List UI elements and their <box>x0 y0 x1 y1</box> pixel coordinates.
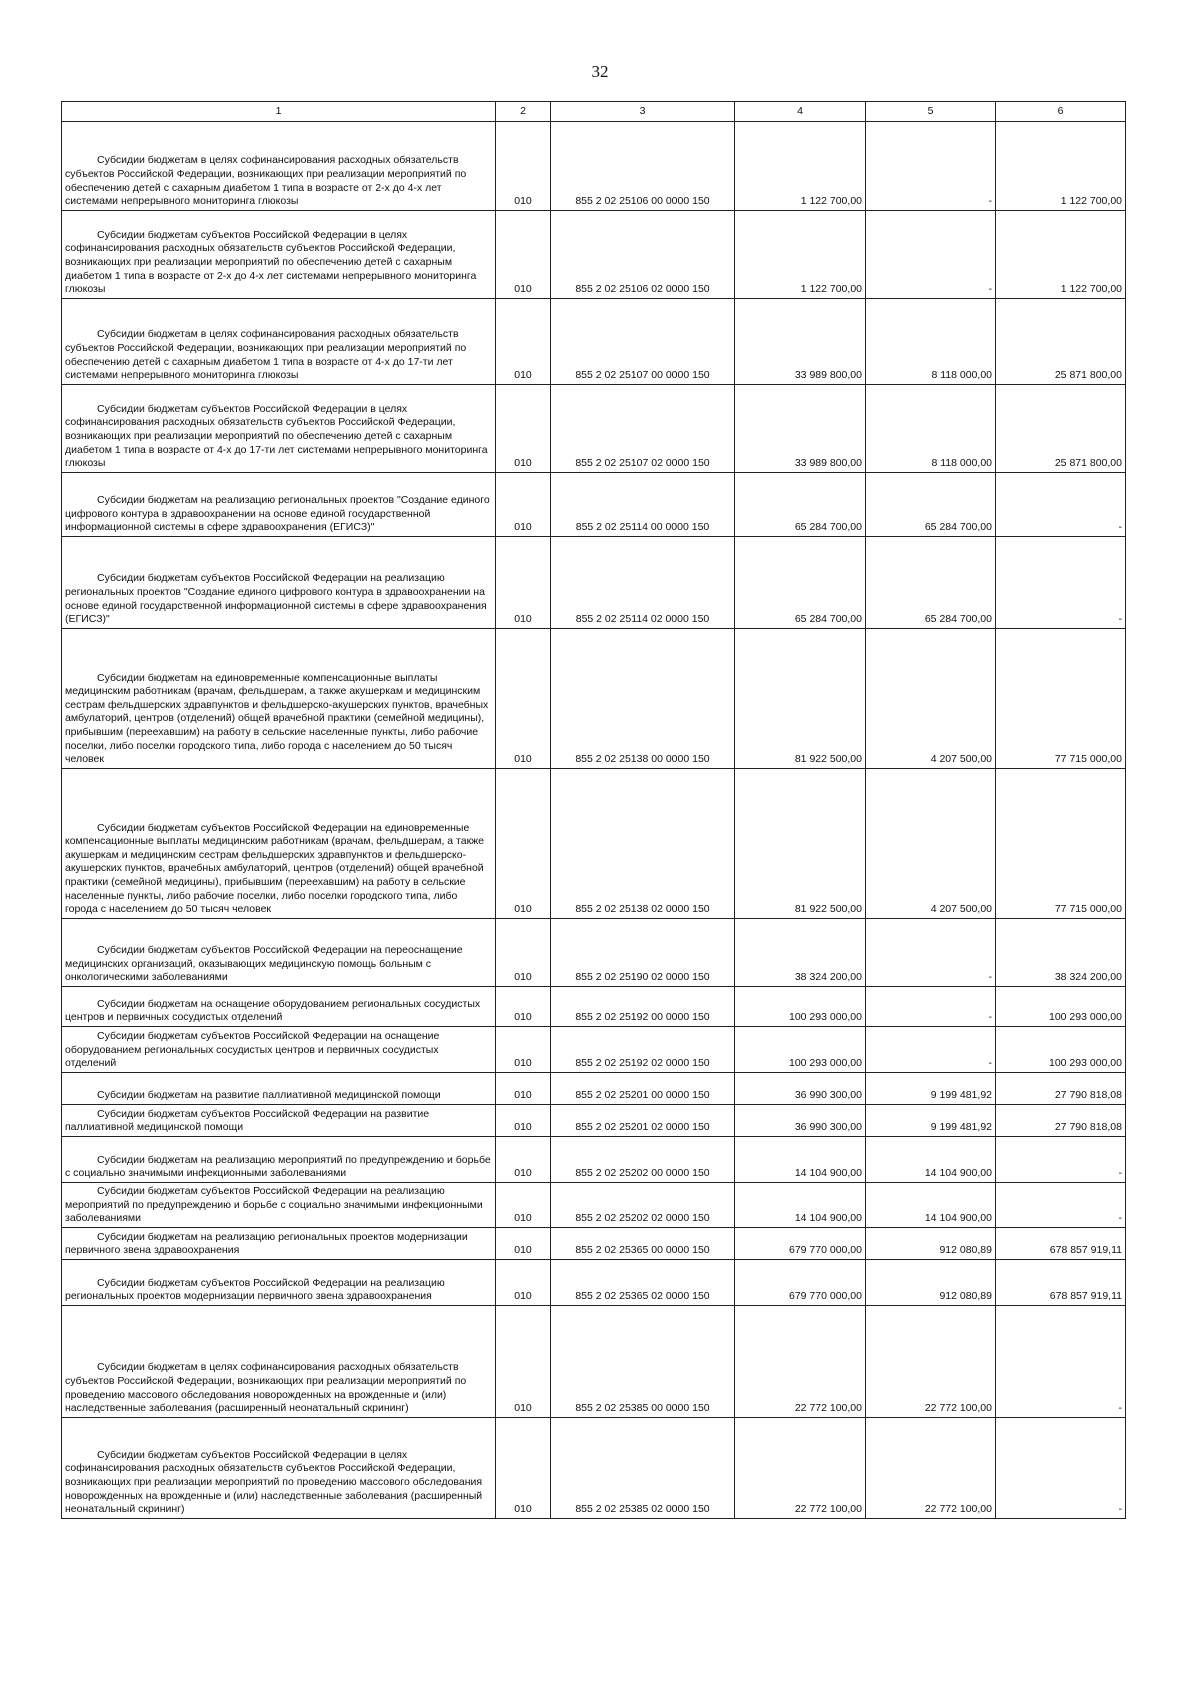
row-budget-code: 855 2 02 25138 02 0000 150 <box>575 903 710 916</box>
row-budget-code: 855 2 02 25201 02 0000 150 <box>575 1121 710 1134</box>
row-executed-amount: 14 104 900,00 <box>924 1167 992 1180</box>
row-approved-amount: 1 122 700,00 <box>800 195 862 208</box>
table-row <box>62 299 1126 385</box>
row-line-code: 010 <box>514 369 532 382</box>
row-line-code: 010 <box>514 457 532 470</box>
table-row <box>62 211 1126 299</box>
row-budget-code: 855 2 02 25365 02 0000 150 <box>575 1290 710 1303</box>
row-line-code: 010 <box>514 1011 532 1024</box>
row-description: Субсидии бюджетам на развитие паллиативной медицинской помощи <box>97 1089 441 1102</box>
row-executed-amount: 65 284 700,00 <box>924 613 992 626</box>
row-remaining-amount: 678 857 919,11 <box>1049 1244 1122 1257</box>
row-executed-amount: - <box>988 971 992 984</box>
row-remaining-amount: 100 293 000,00 <box>1049 1011 1122 1024</box>
row-approved-amount: 22 772 100,00 <box>794 1503 862 1516</box>
table-row <box>62 1073 1126 1105</box>
column-header: 1 <box>62 102 496 122</box>
row-line-code: 010 <box>514 1402 532 1415</box>
row-line-code: 010 <box>514 1244 532 1257</box>
row-approved-amount: 36 990 300,00 <box>794 1121 862 1134</box>
row-budget-code: 855 2 02 25138 00 0000 150 <box>575 753 710 766</box>
column-header: 5 <box>866 102 996 122</box>
table-row <box>62 122 1126 211</box>
row-description: Субсидии бюджетам субъектов Российской Федерации на единовременные компенсационные выплаты медицинским работникам (врачам, фельдшерам, а также акушеркам и медицинским сестрам фельдшерских здравпунктов и фельдшерско-акушерских пунктов, врачебных амбулаторий, центров (отделений) общей врачебной практики (семейной медицины), прибывшим (переехавшим) на работу в сельские населенные пункты, либо рабочие поселки, либо поселки городского типа, либо города с населением до 50 тысяч человек <box>65 821 485 916</box>
table-row <box>62 987 1126 1027</box>
row-approved-amount: 679 770 000,00 <box>789 1244 862 1257</box>
row-description: Субсидии бюджетам в целях софинансирования расходных обязательств субъектов Российской Федерации, возникающих при реализации мероприятий по обеспечению детей с сахарным диабетом 1 типа в возрасте от 2-х до 4-х лет системами непрерывного мониторинга глюкозы <box>65 154 467 208</box>
row-line-code: 010 <box>514 521 532 534</box>
table-row <box>62 1260 1126 1306</box>
table-row <box>62 1137 1126 1183</box>
row-remaining-amount: 77 715 000,00 <box>1054 753 1122 766</box>
row-remaining-amount: - <box>1118 521 1122 534</box>
table-row <box>62 473 1126 537</box>
row-description: Субсидии бюджетам на реализацию региональных проектов "Создание единого цифрового контура в здравоохранении на основе единой государственной информационной системы в сфере здравоохранения (ЕГИСЗ)" <box>65 494 490 534</box>
row-remaining-amount: - <box>1118 1167 1122 1180</box>
row-budget-code: 855 2 02 25192 00 0000 150 <box>575 1011 710 1024</box>
row-approved-amount: 100 293 000,00 <box>789 1011 862 1024</box>
row-approved-amount: 14 104 900,00 <box>794 1212 862 1225</box>
row-line-code: 010 <box>514 1121 532 1134</box>
row-remaining-amount: 1 122 700,00 <box>1060 195 1122 208</box>
row-remaining-amount: 100 293 000,00 <box>1049 1057 1122 1070</box>
row-approved-amount: 679 770 000,00 <box>789 1290 862 1303</box>
page-number: 32 <box>591 62 609 81</box>
column-number-header <box>62 102 1126 122</box>
row-description: Субсидии бюджетам в целях софинансирования расходных обязательств субъектов Российской Федерации, возникающих при реализации мероприятий по обеспечению детей с сахарным диабетом 1 типа в возрасте от 4-х до 17-ти лет системами непрерывного мониторинга глюкозы <box>65 328 467 382</box>
row-approved-amount: 36 990 300,00 <box>794 1089 862 1102</box>
row-approved-amount: 38 324 200,00 <box>794 971 862 984</box>
column-header: 2 <box>496 102 551 122</box>
table-row <box>62 1306 1126 1418</box>
row-description: Субсидии бюджетам на единовременные компенсационные выплаты медицинским работникам (врачам, фельдшерам, а также акушеркам и медицинским сестрам фельдшерских здравпунктов и фельдшерско-акушерских пунктов, врачебных амбулаторий, центров (отделений) общей врачебной практики (семейной медицины), прибывшим (переехавшим) на работу в сельские населенные пункты, либо рабочие поселки, либо поселки городского типа, либо города с населением до 50 тысяч человек <box>65 671 489 766</box>
row-remaining-amount: 27 790 818,08 <box>1054 1089 1122 1102</box>
row-budget-code: 855 2 02 25190 02 0000 150 <box>575 971 710 984</box>
row-budget-code: 855 2 02 25106 00 0000 150 <box>575 195 710 208</box>
row-remaining-amount: - <box>1118 1212 1122 1225</box>
row-line-code: 010 <box>514 1503 532 1516</box>
row-executed-amount: 912 080,89 <box>939 1244 992 1257</box>
row-remaining-amount: - <box>1118 1503 1122 1516</box>
row-description: Субсидии бюджетам субъектов Российской Федерации в целях софинансирования расходных обязательств субъектов Российской Федерации, возникающих при реализации мероприятий по проведению массового обследования новорожденных на врожденные и (или) наследственные заболевания (расширенный неонатальный скрининг) <box>65 1448 483 1516</box>
table-row <box>62 1228 1126 1260</box>
row-executed-amount: 8 118 000,00 <box>931 457 992 470</box>
row-description: Субсидии бюджетам субъектов Российской Федерации в целях софинансирования расходных обязательств субъектов Российской Федерации, возникающих при реализации мероприятий по обеспечению детей с сахарным диабетом 1 типа в возрасте от 2-х до 4-х лет системами непрерывного мониторинга глюкозы <box>65 228 477 296</box>
row-executed-amount: 9 199 481,92 <box>930 1121 992 1134</box>
row-executed-amount: 4 207 500,00 <box>930 753 992 766</box>
row-budget-code: 855 2 02 25106 02 0000 150 <box>575 283 710 296</box>
row-approved-amount: 33 989 800,00 <box>794 457 862 470</box>
row-description: Субсидии бюджетам на реализацию мероприятий по предупреждению и борьбе с социально значимыми инфекционными заболеваниями <box>65 1153 491 1180</box>
row-line-code: 010 <box>514 1089 532 1102</box>
row-line-code: 010 <box>514 613 532 626</box>
row-line-code: 010 <box>514 283 532 296</box>
column-header: 3 <box>551 102 735 122</box>
row-line-code: 010 <box>514 1290 532 1303</box>
row-remaining-amount: 38 324 200,00 <box>1054 971 1122 984</box>
row-executed-amount: 14 104 900,00 <box>924 1212 992 1225</box>
row-approved-amount: 1 122 700,00 <box>800 283 862 296</box>
row-remaining-amount: - <box>1118 613 1122 626</box>
row-line-code: 010 <box>514 1057 532 1070</box>
table-row <box>62 1105 1126 1137</box>
row-description: Субсидии бюджетам в целях софинансирования расходных обязательств субъектов Российской Федерации, возникающих при реализации мероприятий по проведению массового обследования новорожденных на врожденные и (или) наследственные заболевания (расширенный неонатальный скрининг) <box>65 1361 467 1415</box>
row-line-code: 010 <box>514 1212 532 1225</box>
row-approved-amount: 14 104 900,00 <box>794 1167 862 1180</box>
row-budget-code: 855 2 02 25202 00 0000 150 <box>575 1167 710 1180</box>
row-executed-amount: 8 118 000,00 <box>931 369 992 382</box>
table-row <box>62 385 1126 473</box>
row-budget-code: 855 2 02 25385 02 0000 150 <box>575 1503 710 1516</box>
row-description: Субсидии бюджетам субъектов Российской Федерации на реализацию региональных проектов модернизации первичного звена здравоохранения <box>65 1276 445 1303</box>
column-header: 4 <box>735 102 866 122</box>
row-budget-code: 855 2 02 25201 00 0000 150 <box>575 1089 710 1102</box>
table-row <box>62 1183 1126 1228</box>
row-approved-amount: 65 284 700,00 <box>794 613 862 626</box>
row-executed-amount: 22 772 100,00 <box>924 1402 992 1415</box>
table-row <box>62 919 1126 987</box>
row-description: Субсидии бюджетам субъектов Российской Федерации на оснащение оборудованием региональных сосудистых центров и первичных сосудистых отделений <box>65 1030 440 1070</box>
row-executed-amount: - <box>988 195 992 208</box>
row-remaining-amount: 27 790 818,08 <box>1054 1121 1122 1134</box>
row-budget-code: 855 2 02 25114 00 0000 150 <box>575 521 710 534</box>
row-executed-amount: 65 284 700,00 <box>924 521 992 534</box>
row-approved-amount: 81 922 500,00 <box>794 903 862 916</box>
row-executed-amount: - <box>988 1011 992 1024</box>
row-approved-amount: 33 989 800,00 <box>794 369 862 382</box>
row-approved-amount: 81 922 500,00 <box>794 753 862 766</box>
row-line-code: 010 <box>514 1167 532 1180</box>
row-approved-amount: 22 772 100,00 <box>794 1402 862 1415</box>
table-row <box>62 769 1126 919</box>
row-remaining-amount: 1 122 700,00 <box>1060 283 1122 296</box>
row-remaining-amount: 25 871 800,00 <box>1054 457 1122 470</box>
row-budget-code: 855 2 02 25107 00 0000 150 <box>575 369 710 382</box>
row-budget-code: 855 2 02 25202 02 0000 150 <box>575 1212 710 1225</box>
column-header: 6 <box>996 102 1126 122</box>
row-description: Субсидии бюджетам на оснащение оборудованием региональных сосудистых центров и первичных сосудистых отделений <box>65 997 481 1024</box>
row-budget-code: 855 2 02 25365 00 0000 150 <box>575 1244 710 1257</box>
row-line-code: 010 <box>514 753 532 766</box>
row-executed-amount: 22 772 100,00 <box>924 1503 992 1516</box>
row-budget-code: 855 2 02 25114 02 0000 150 <box>575 613 710 626</box>
row-description: Субсидии бюджетам субъектов Российской Федерации в целях софинансирования расходных обязательств субъектов Российской Федерации, возникающих при реализации мероприятий по обеспечению детей с сахарным диабетом 1 типа в возрасте от 4-х до 17-ти лет системами непрерывного мониторинга глюкозы <box>65 402 488 470</box>
row-approved-amount: 100 293 000,00 <box>789 1057 862 1070</box>
table-row <box>62 1418 1126 1519</box>
row-executed-amount: - <box>988 1057 992 1070</box>
row-budget-code: 855 2 02 25107 02 0000 150 <box>575 457 710 470</box>
row-description: Субсидии бюджетам субъектов Российской Федерации на реализацию региональных проектов "Создание единого цифрового контура в здравоохранении на основе единой государственной информационной системы в сфере здравоохранения (ЕГИСЗ)" <box>65 572 487 626</box>
table-row <box>62 629 1126 769</box>
table-row <box>62 537 1126 629</box>
row-executed-amount: 9 199 481,92 <box>930 1089 992 1102</box>
budget-table <box>61 101 1126 1519</box>
row-line-code: 010 <box>514 903 532 916</box>
row-approved-amount: 65 284 700,00 <box>794 521 862 534</box>
row-description: Субсидии бюджетам субъектов Российской Федерации на реализацию мероприятий по предупреждению и борьбе с социально значимыми инфекционными заболеваниями <box>65 1185 483 1225</box>
row-remaining-amount: - <box>1118 1402 1122 1415</box>
row-remaining-amount: 678 857 919,11 <box>1049 1290 1122 1303</box>
table-row <box>62 1027 1126 1073</box>
row-line-code: 010 <box>514 195 532 208</box>
row-budget-code: 855 2 02 25385 00 0000 150 <box>575 1402 710 1415</box>
row-description: Субсидии бюджетам субъектов Российской Федерации на развитие паллиативной медицинской помощи <box>65 1107 430 1134</box>
row-executed-amount: 912 080,89 <box>939 1290 992 1303</box>
row-executed-amount: 4 207 500,00 <box>930 903 992 916</box>
row-budget-code: 855 2 02 25192 02 0000 150 <box>575 1057 710 1070</box>
row-remaining-amount: 77 715 000,00 <box>1054 903 1122 916</box>
row-description: Субсидии бюджетам на реализацию региональных проектов модернизации первичного звена здравоохранения <box>65 1230 468 1257</box>
row-executed-amount: - <box>988 283 992 296</box>
row-remaining-amount: 25 871 800,00 <box>1054 369 1122 382</box>
row-description: Субсидии бюджетам субъектов Российской Федерации на переоснащение медицинских организаций, оказывающих медицинскую помощь больным с онкологическими заболеваниями <box>65 944 463 984</box>
row-line-code: 010 <box>514 971 532 984</box>
